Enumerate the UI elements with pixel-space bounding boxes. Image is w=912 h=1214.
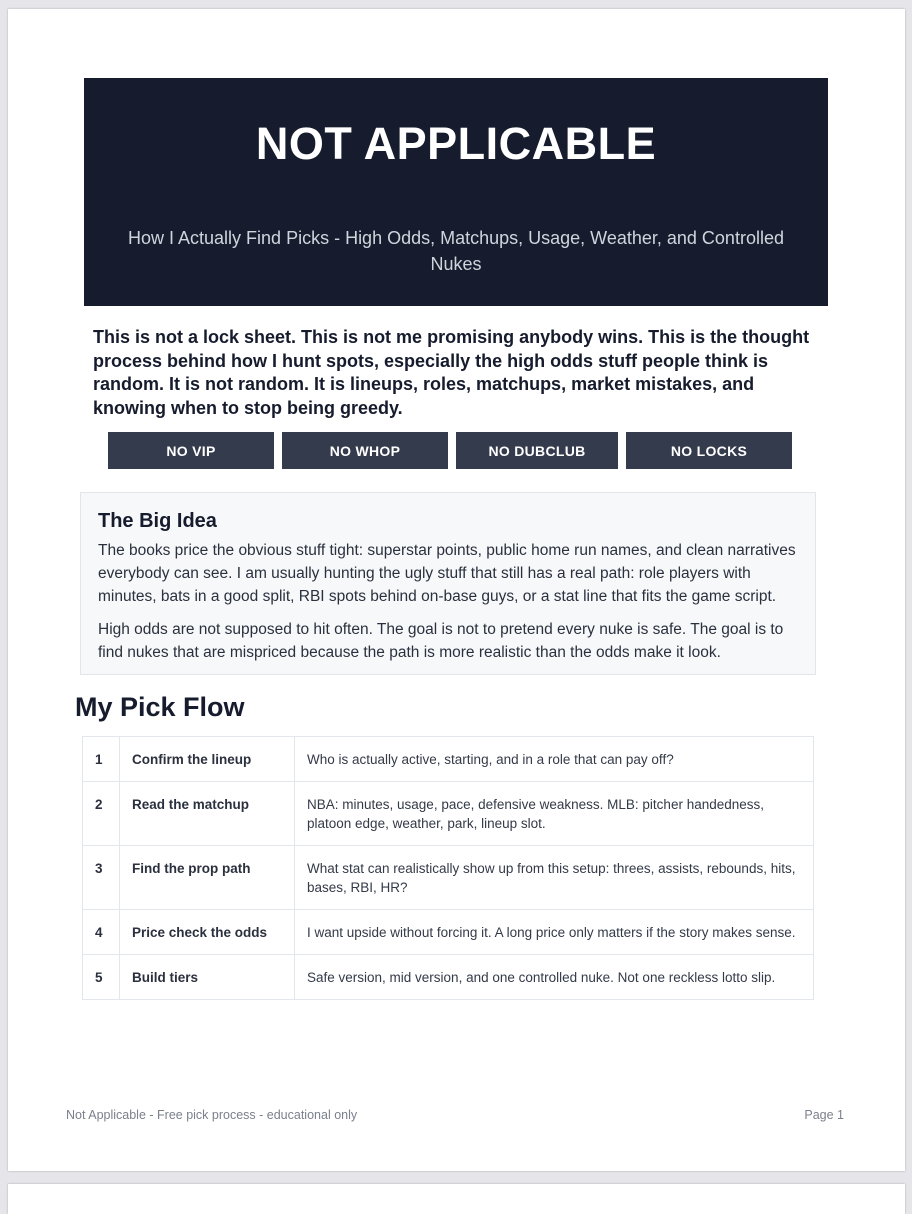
step-number: 3: [83, 846, 120, 910]
step-name: Confirm the lineup: [120, 737, 295, 782]
page-number: Page 1: [804, 1108, 844, 1122]
step-name: Read the matchup: [120, 782, 295, 846]
header-banner: [84, 78, 828, 306]
step-number: 4: [83, 910, 120, 955]
step-number: 5: [83, 955, 120, 1000]
step-name: Find the prop path: [120, 846, 295, 910]
tag-no-dubclub: NO DUBCLUB: [456, 432, 618, 469]
step-number: 1: [83, 737, 120, 782]
step-number: 2: [83, 782, 120, 846]
step-description: Safe version, mid version, and one controlled nuke. Not one reckless lotto slip.: [295, 955, 814, 1000]
step-description: Who is actually active, starting, and in a role that can pay off?: [295, 737, 814, 782]
step-description: NBA: minutes, usage, pace, defensive weakness. MLB: pitcher handedness, platoon edge, weather, park, lineup slot.: [295, 782, 814, 846]
intro-statement: This is not a lock sheet. This is not me promising anybody wins. This is the thought process behind how I hunt spots, especially the high odds stuff people think is random. It is not random. It is lineups, roles, matchups, market mistakes, and knowing when to stop being greedy.: [93, 327, 810, 418]
big-idea-heading: The Big Idea: [98, 510, 217, 532]
table-row: [83, 846, 814, 910]
step-description: What stat can realistically show up from this setup: threes, assists, rebounds, hits, bases, RBI, HR?: [295, 846, 814, 910]
step-description: I want upside without forcing it. A long price only matters if the story makes sense.: [295, 910, 814, 955]
document-subtitle: How I Actually Find Picks - High Odds, Matchups, Usage, Weather, and Controlled Nukes: [128, 228, 784, 274]
document-title: NOT APPLICABLE: [255, 118, 657, 169]
footer-caption: Not Applicable - Free pick process - educational only: [66, 1108, 358, 1122]
table-row: [83, 910, 814, 955]
tag-no-whop: NO WHOP: [282, 432, 448, 469]
step-name: Price check the odds: [120, 910, 295, 955]
tag-row: [108, 432, 792, 469]
pick-flow-heading: My Pick Flow: [75, 692, 245, 722]
step-name: Build tiers: [120, 955, 295, 1000]
table-row: [83, 955, 814, 1000]
tag-no-vip: NO VIP: [108, 432, 274, 469]
pick-flow-table: [82, 736, 814, 1000]
table-row: [83, 782, 814, 846]
table-row: [83, 737, 814, 782]
big-idea-paragraph: The books price the obvious stuff tight: superstar points, public home run names, and clean narratives everybody can see. I am usually hunting the ugly stuff that still has a real path: role players with minutes, bats in a good split, RBI spots behind on-base guys, or a stat line that fits the game script.: [98, 542, 796, 605]
big-idea-paragraph: High odds are not supposed to hit often. The goal is not to pretend every nuke is safe. The goal is to find nukes that are mispriced because the path is more realistic than the odds make it look.: [98, 621, 784, 661]
big-idea-box: [80, 492, 816, 675]
tag-no-locks: NO LOCKS: [626, 432, 792, 469]
next-page-edge: [8, 1184, 905, 1214]
